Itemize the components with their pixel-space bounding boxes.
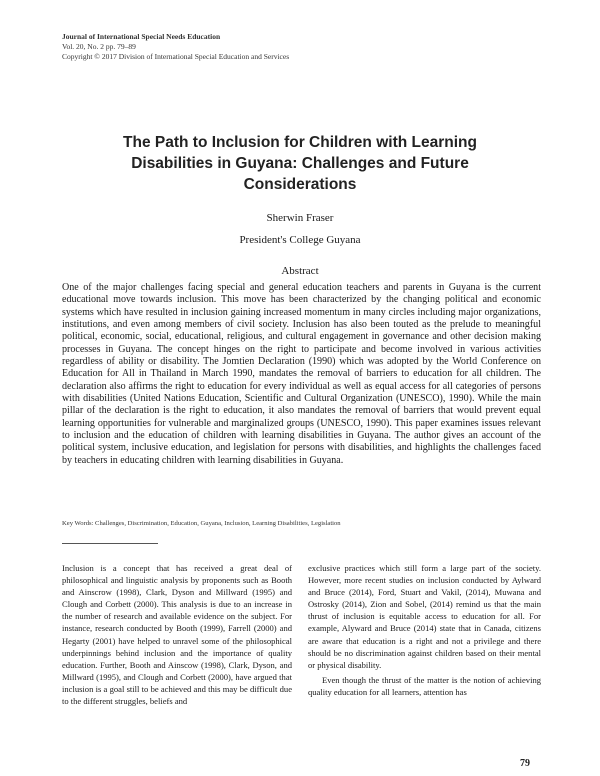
volume-info: Vol. 20, No. 2 pp. 79–89 [62, 42, 136, 51]
right-column-paragraph-1: exclusive practices which still form a large part of the society. However, more recent studies on inclusion conducted by Aylward and Bruce (2014), Ford, Stuart and Vakil, (2014), Muwana and Ostrosky (2014), Zion and Sobel, (2014) remind us that the main thrust of inclusion is equitable access to education for all. For example, Alyward and Bruce (2014) state that in Canada, citizens are aware that education is a right and not a privilege and there should be no discrimination against children based on their mental or physical disability. [308, 563, 541, 670]
section-divider [62, 543, 158, 544]
right-column-paragraph-2: Even though the thrust of the matter is the notion of achieving quality education for all learners, attention has [308, 674, 541, 697]
body-left-column [62, 562, 292, 707]
abstract-heading: Abstract [281, 265, 319, 277]
copyright-line: Copyright © 2017 Division of International Special Education and Services [62, 52, 290, 61]
body-right-column [308, 562, 541, 698]
left-column-paragraph: Inclusion is a concept that has received a great deal of philosophical and linguistic analysis by proponents such as Booth and Ainscrow (1998), Clark, Dyson and Millward (1995) and Clough and Corbett (2000). This analysis is due to an increase in the number of research and available evidence on the subject. For instance, research conducted by Booth (1999), Farrell (2000) and Hegarty (2001) have helped to unravel some of the philosophical underpinnings behind inclusion and the importance of quality education. Further, Booth and Ainscow (1998), Clark, Dyson, and Millward (1995), and Clough and Corbett (2000), have argued that inclusion is a goal still to be achieved and this may be difficult due to the different struggles, beliefs and [62, 563, 292, 707]
author-affiliation: President's College Guyana [239, 234, 361, 246]
article-title: The Path to Inclusion for Children with Learning Disabilities in Guyana: Challenges and Future Considerations [123, 134, 477, 193]
journal-name: Journal of International Special Needs Education [62, 32, 221, 41]
page-number: 79 [520, 758, 530, 769]
abstract-text: One of the major challenges facing special and general education teachers and parents in Guyana is the current educational move towards inclusion. This move has been characterized by the changing political and economic systems which have resulted in inclusion gaining increased momentum in many circles including major organizations, institutions, and even among members of civil society. Inclusion has also been touted as the prelude to meaningful political, economic, social, educational, religious, and cultural engagement in governance and other decision making processes in Guyana. The concept hinges on the right to participate and become involved in various activities regardless of ability or disability. The Jomtien Declaration (1990) which was adopted by the World Conference on Education for All in Thailand in March 1990, mandates the removal of barriers to education for all children. The declaration also affirms the right to education for every individual as well as equal access for all categories of persons with disabilities (United Nations Education, Scientific and Cultural Organization (UNESCO), 1990). While the main pillar of the declaration is the right to education, it also mandates the removal of barriers that would prevent equal learning opportunities for vulnerable and marginalized groups (UNESCO, 1990). This paper examines issues relevant to inclusion and the education of children with learning disabilities in Guyana. The author gives an account of the political system, inclusive education, and legislation for persons with disabilities, and highlights the challenges faced by teachers in educating children with learning disabilities in Guyana. [62, 282, 541, 466]
author-name: Sherwin Fraser [266, 212, 334, 224]
keywords-line: Key Words: Challenges, Discrimination, Education, Guyana, Inclusion, Learning Disabilities, Legislation [62, 520, 341, 527]
journal-header [62, 32, 289, 62]
